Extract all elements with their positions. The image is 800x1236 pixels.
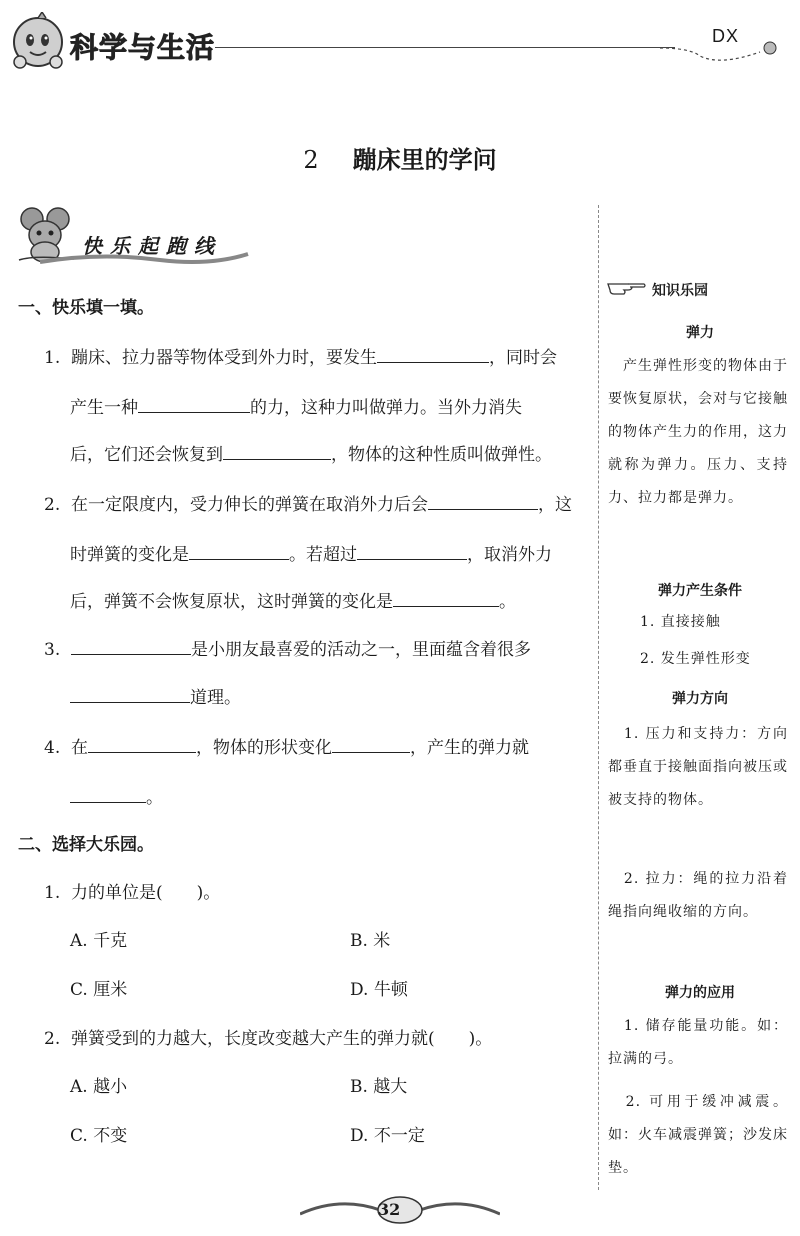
answer-blank[interactable] [428,491,538,510]
q-text: 道理。 [190,688,241,708]
q-text: 力的单位是( )。 [71,883,221,903]
sidebar-heading-elastic-force: 弹力 [686,325,714,341]
sidebar-application-2: 2. 可用于缓冲减震。如：火车减震弹簧；沙发床垫。 [608,1094,788,1176]
sidebar-heading-direction: 弹力方向 [672,691,728,707]
q-text: ，这 [538,495,573,515]
q-text: ，物体的这种性质叫做弹性。 [331,445,552,465]
answer-blank[interactable] [70,684,190,703]
lesson-number: 2 [303,146,319,174]
q2-line1 [44,490,572,515]
mc-q1-option-d[interactable]: D. 牛顿 [350,980,408,1000]
lesson-title [0,140,800,175]
q-text: ，取消外力 [467,545,552,565]
lesson-name: 蹦床里的学问 [352,145,497,174]
mc-q1-stem [44,878,220,903]
answer-blank[interactable] [88,734,196,753]
section-fill-heading: 一、快乐填一填。 [18,298,154,318]
pointing-hand-icon [606,276,648,302]
sidebar-heading-conditions: 弹力产生条件 [658,583,742,599]
q-number: 2. [44,1029,61,1049]
answer-blank[interactable] [223,441,331,460]
header-code: DX [712,26,740,46]
q-text: 后，弹簧不会恢复原状，这时弹簧的变化是 [70,592,393,612]
q-number: 1. [44,883,61,903]
sidebar-definition: 产生弹性形变的物体由于要恢复原状，会对与它接触的物体产生力的作用，这力就称为弹力。压力、支持力、拉力都是弹力。 [608,358,788,506]
q-number: 4. [44,738,61,758]
sidebar-title: 知识乐园 [652,283,708,299]
q1-line2 [70,393,522,418]
q-number: 2. [44,495,61,515]
q1-line1 [44,343,557,368]
sidebar-direction-tension: 2. 拉力：绳的拉力沿着绳指向绳收缩的方向。 [608,871,788,920]
q-number: 1. [44,348,61,368]
q-text: 在一定限度内，受力伸长的弹簧在取消外力后会 [71,495,429,515]
answer-blank[interactable] [71,636,191,655]
answer-blank[interactable] [70,784,146,803]
sidebar-direction-pressure: 1. 压力和支持力：方向都垂直于接触面指向被压或被支持的物体。 [608,726,788,808]
answer-blank[interactable] [377,344,489,363]
column-divider [598,205,599,1190]
q4-line2 [70,783,163,808]
q-text: 后，它们还会恢复到 [70,445,223,465]
series-title: 科学与生活 [70,31,216,64]
banner-title: 快乐起跑线 [82,234,222,258]
q-text: 时弹簧的变化是 [70,545,189,565]
page-number: 32 [378,1200,401,1219]
q-text: 。若超过 [289,545,357,565]
answer-blank[interactable] [393,588,499,607]
banner-swoosh [40,250,250,274]
q-text: 。 [146,788,163,808]
sidebar-condition-1: 1. 直接接触 [640,614,721,630]
mc-q1-option-b[interactable]: B. 米 [350,931,391,951]
mc-q1-option-c[interactable]: C. 厘米 [70,980,128,1000]
sidebar-condition-2: 2. 发生弹性形变 [640,651,751,667]
mc-q2-option-a[interactable]: A. 越小 [70,1077,128,1097]
q-text: ，产生的弹力就 [410,738,530,758]
answer-blank[interactable] [138,394,250,413]
q4-line1 [44,733,529,758]
sidebar-heading-application: 弹力的应用 [665,985,735,1001]
mc-q2-option-d[interactable]: D. 不一定 [350,1126,425,1146]
q-text: 蹦床、拉力器等物体受到外力时，要发生 [71,348,378,368]
q-text: 的力，这种力叫做弹力。当外力消失 [250,398,522,418]
answer-blank[interactable] [189,541,289,560]
mc-q2-option-c[interactable]: C. 不变 [70,1126,128,1146]
q-text: 。 [499,592,516,612]
answer-blank[interactable] [332,734,410,753]
q-number: 3. [44,640,61,660]
q-text: ，物体的形状变化 [196,738,333,758]
header-rule [215,47,675,48]
mascot-logo [8,12,72,74]
q3-line1 [44,635,531,660]
q-text: 弹簧受到的力越大，长度改变越大产生的弹力就( )。 [71,1029,493,1049]
q2-line2 [70,540,552,565]
q3-line2 [70,683,241,708]
q-text: 在 [71,738,89,758]
mc-q1-option-a[interactable]: A. 千克 [70,931,128,951]
q-text: ，同时会 [489,348,558,368]
answer-blank[interactable] [357,541,467,560]
mc-q2-stem [44,1024,492,1049]
q1-line3 [70,440,552,465]
sidebar-application-1: 1. 储存能量功能。如：拉满的弓。 [608,1018,788,1067]
q2-line3 [70,587,516,612]
q-text: 是小朋友最喜爱的活动之一，里面蕴含着很多 [191,640,532,660]
section-choice-heading: 二、选择大乐园。 [18,835,154,855]
q-text: 产生一种 [70,398,138,418]
mc-q2-option-b[interactable]: B. 越大 [350,1077,408,1097]
